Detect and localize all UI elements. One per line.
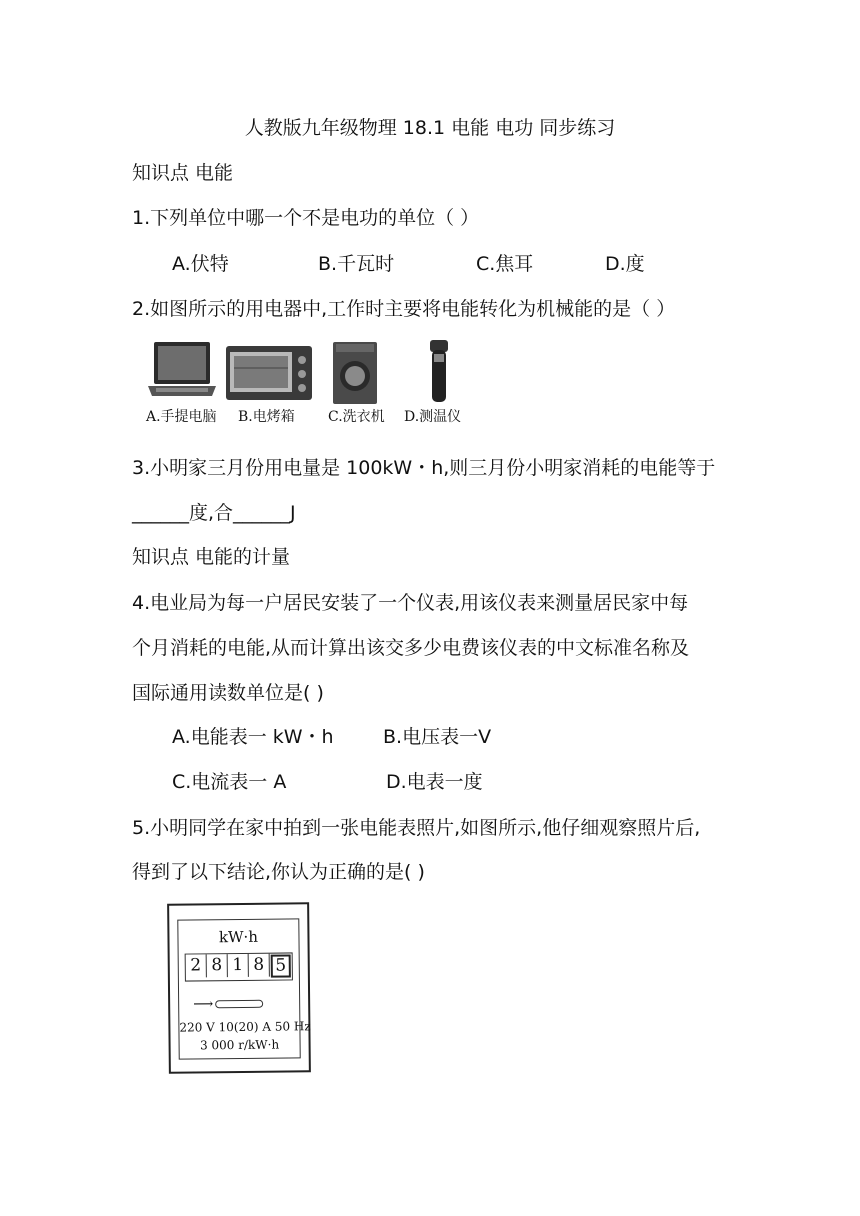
meter-face [177,918,311,1059]
electric-meter-figure [167,902,311,1073]
caption-laptop: A.手提电脑 [146,409,217,425]
laptop-icon [146,338,218,406]
meter-digit: 8 [207,954,228,977]
q4-option-c: C.电流表一 A [172,771,287,793]
meter-digit: 8 [249,954,270,977]
question-1-stem: 1.下列单位中哪一个不是电功的单位（ ） [132,207,480,229]
q4-option-b: B.电压表一V [383,726,492,748]
question-5-line-2: 得到了以下结论,你认为正确的是( ) [132,861,425,883]
meter-spec-rating: 220 V 10(20) A 50 Hz [179,1019,311,1035]
question-2-stem: 2.如图所示的用电器中,工作时主要将电能转化为机械能的是（ ） [132,298,676,320]
meter-unit-label: kW·h [218,927,259,947]
meter-digit: 2 [186,954,207,977]
caption-thermometer: D.测温仪 [404,409,462,425]
question-4-line-2: 个月消耗的电能,从而计算出该交多少电费该仪表的中文标准名称及 [132,637,690,659]
caption-washer: C.洗衣机 [328,409,385,425]
meter-digit: 1 [228,954,249,977]
question-4-line-3: 国际通用读数单位是( ) [132,682,324,704]
q4-option-a: A.电能表一 kW・h [172,726,334,748]
question-3-line-2: ______度,合______J [132,502,296,524]
washing-machine-icon [330,338,380,406]
q1-option-d: D.度 [605,253,645,275]
question-3-line-1: 3.小明家三月份用电量是 100kW・h,则三月份小明家消耗的电能等于 [132,457,716,479]
oven-icon [224,338,314,406]
q1-option-b: B.千瓦时 [318,253,395,275]
caption-oven: B.电烤箱 [238,409,295,425]
section-heading-energy: 知识点 电能 [132,162,234,184]
q1-option-c: C.焦耳 [476,253,534,275]
meter-digit-decimal: 5 [271,954,291,977]
meter-disc-window [215,1000,263,1009]
question-5-line-1: 5.小明同学在家中拍到一张电能表照片,如图所示,他仔细观察照片后, [132,817,701,839]
question-4-line-1: 4.电业局为每一户居民安装了一个仪表,用该仪表来测量居民家中每 [132,592,689,614]
section-heading-metering: 知识点 电能的计量 [132,546,291,568]
q1-option-a: A.伏特 [172,253,229,275]
rotation-arrow-icon: ⟶ [193,996,214,1013]
meter-digit-window [185,952,293,981]
thermometer-gun-icon [424,338,454,406]
meter-spec-constant: 3 000 r/kW·h [199,1037,280,1053]
q4-option-d: D.电表一度 [386,771,483,793]
page-title: 人教版九年级物理 18.1 电能 电功 同步练习 [244,117,616,139]
appliance-figure [146,338,476,436]
